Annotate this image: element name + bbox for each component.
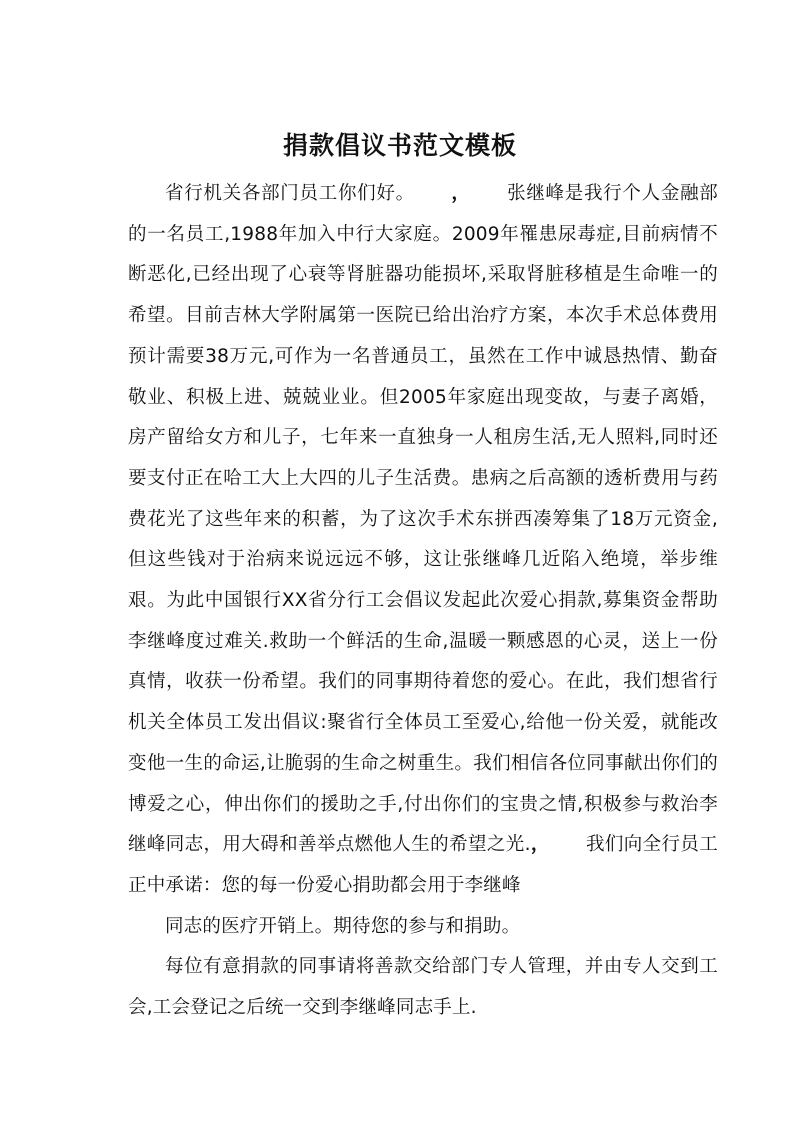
paragraph-1-tail: 我们向全行员工正中承诺：您的每一份爱心捐助都会用于李继峰 [128, 834, 718, 896]
paragraph-2: 同志的医疗开销上。期待您的参与和捐助。 [165, 915, 521, 937]
document-title: 捐款倡议书范文模板 [282, 131, 517, 160]
paragraph-1-mark-2: ， [530, 834, 550, 856]
document-body [128, 174, 718, 1029]
paragraph-1-lead: 省行机关各部门员工你们好。 [165, 183, 415, 204]
paragraph-1-mark: ， [450, 183, 471, 204]
paragraph-3: 每位有意捐款的同事请将善款交给部门专人管理，并由专人交到工会,工会登记之后统一交到李继峰同志手上. [128, 956, 718, 1019]
paragraph-1-text: 张继峰是我行个人金融部的一名员工,1988年加入中行大家庭。2009年罹患尿毒症,目前病情不断恶化,已经出现了心衰等肾脏器功能损坏,采取肾脏移植是生命唯一的希望。目前吉林大学附属第一医院已给出治疗方案，本次手术总体费用预计需要38万元,可作为一名普通员工，虽然在工作中诚恳热情、勤奋敬业、积极上进、兢兢业业。但2005年家庭出现变故，与妻子离婚，房产留给女方和儿子，七年来一直独身一人租房生活,无人照料,同时还要支付正在哈工大上大四的儿子生活费。患病之后高额的透析费用与药费花光了这些年来的积蓄，为了这次手术东拼西凑筹集了18万元资金,但这些钱对于治病来说远远不够，这让张继峰几近陷入绝境，举步维艰。为此中国银行XX省分行工会倡议发起此次爱心捐款,募集资金帮助李继峰度过难关.救助一个鲜活的生命,温暖一颗感恩的心灵，送上一份真情，收获一份希望。我们的同事期待着您的爱心。在此，我们想省行机关全体员工发出倡议:聚省行全体员工至爱心,给他一份关爱，就能改变他一生的命运,让脆弱的生命之树重生。我们相信各位同事献出你们的博爱之心，伸出你们的援助之手,付出你们的宝贵之情,积极参与救治李继峰同志，用大碍和善举点燃他人生的希望之光. [128, 183, 718, 856]
paragraph-1 [128, 174, 718, 907]
